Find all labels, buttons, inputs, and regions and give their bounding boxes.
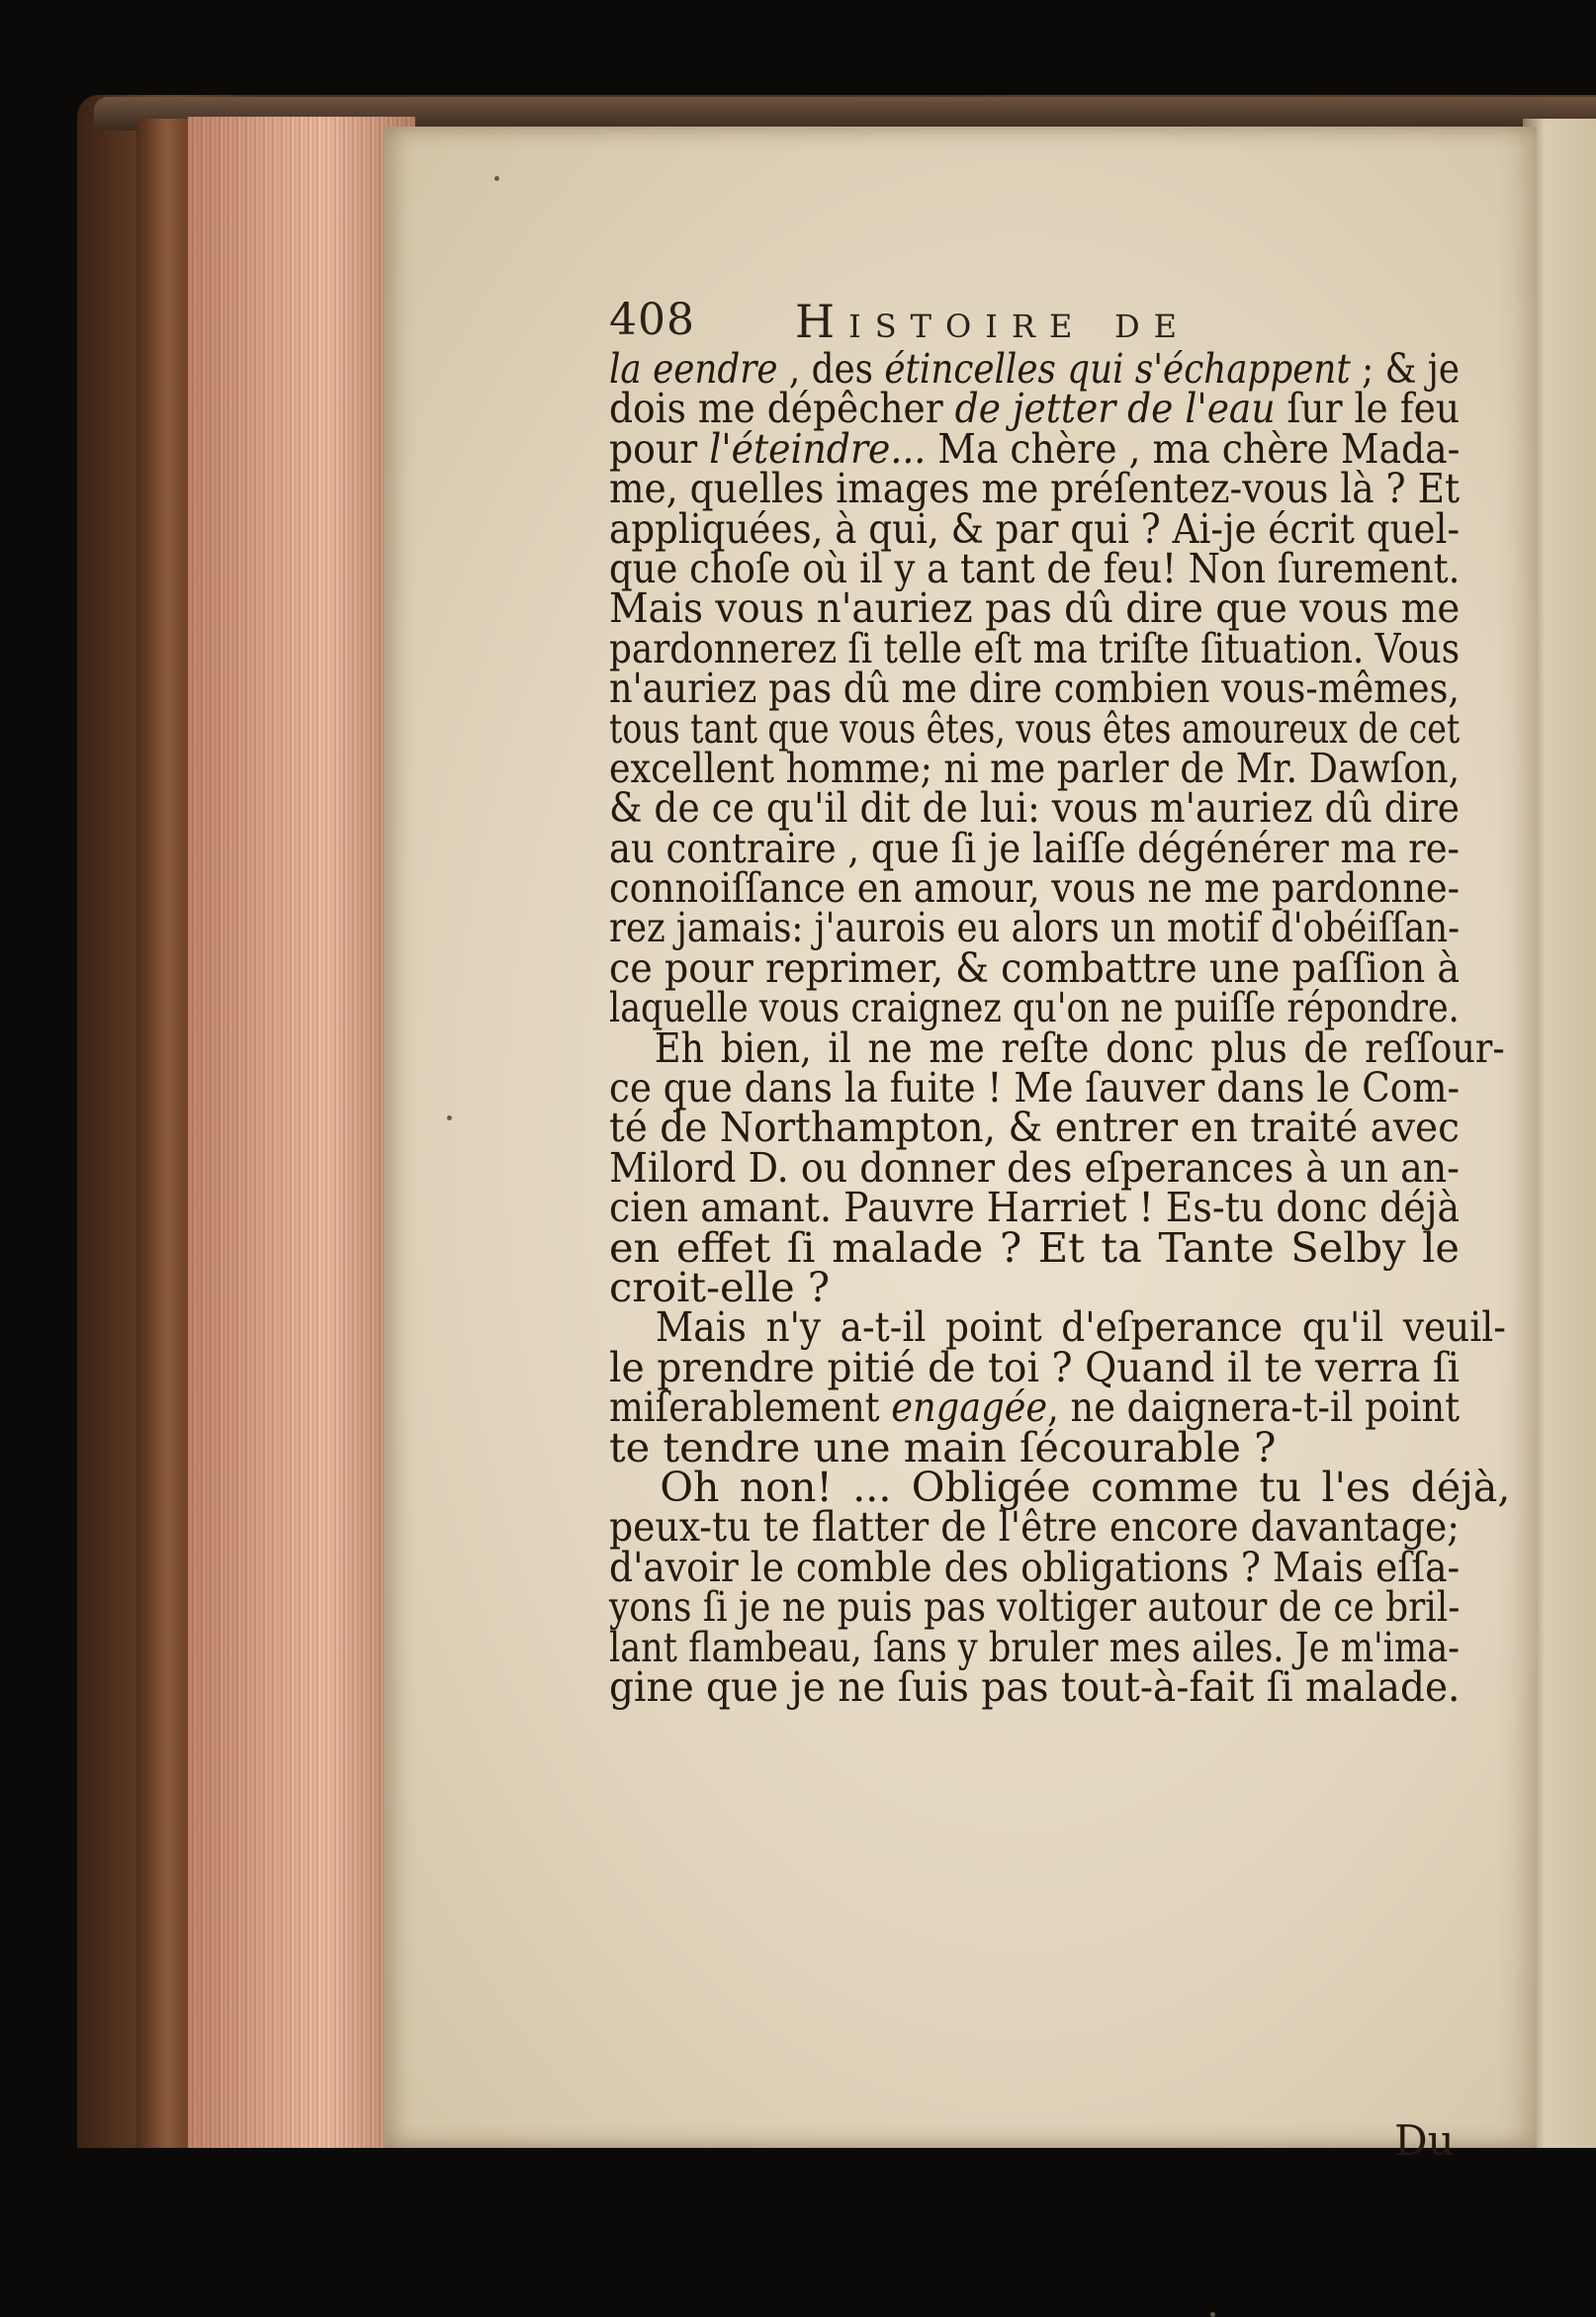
text-line — [609, 703, 1461, 753]
text-line — [609, 1302, 1506, 1352]
text-run: ſur le feu — [1275, 384, 1461, 433]
text-run: peux-tu te flatter de l'être encore davantage; — [609, 1502, 1460, 1552]
text-run: , des — [777, 344, 885, 393]
text-run: Milord D. ou donner des eſperances à un an- — [609, 1142, 1461, 1192]
text-line — [609, 1342, 1461, 1391]
page-speck — [1210, 2312, 1215, 2317]
text-line — [609, 942, 1461, 992]
text-run: ce pour reprimer, & combattre une paſſion à — [609, 942, 1461, 992]
page-number: 408 — [609, 295, 695, 345]
text-run: d'avoir le comble des obligations ? Mais eſſa- — [609, 1542, 1461, 1591]
text-line — [609, 664, 1461, 713]
text-run: gine que je ne ſuis pas tout-à-fait ſi malade. — [609, 1661, 1461, 1711]
page-speck — [447, 1115, 452, 1120]
italic-run: de jetter de l'eau — [954, 384, 1276, 433]
text-run: appliquées, à qui, & par qui ? Ai-je écrit quel- — [609, 503, 1461, 553]
text-run: Eh bien, il ne me reſte donc plus de reſſour- — [654, 1023, 1505, 1072]
text-line — [609, 1382, 1461, 1432]
text-line — [609, 1502, 1460, 1552]
text-run: croit-elle ? — [609, 1262, 831, 1311]
text-run: Ma chère , ma chère Mada- — [926, 423, 1461, 473]
text-run: laquelle vous craignez qu'on ne puiſſe répondre. — [609, 983, 1460, 1032]
text-line — [609, 983, 1460, 1032]
text-line — [609, 1183, 1461, 1232]
text-run: Oh non! ... Obligée comme tu l'es déjà, — [660, 1462, 1511, 1511]
text-line — [609, 1661, 1461, 1711]
text-line — [609, 1542, 1461, 1591]
text-run: lant flambeau, ſans y bruler mes ailes. Je m'ima- — [609, 1622, 1461, 1671]
text-run: pardonnerez ſi telle eſt ma triſte ſituation. Vous — [609, 623, 1461, 672]
text-run: dois me dépêcher — [609, 384, 955, 433]
running-head-title: Histoire de — [795, 295, 1191, 348]
text-run: n'auriez pas dû me dire combien vous-mêmes, — [609, 664, 1461, 713]
italic-run: la eendre — [609, 344, 778, 393]
text-run: me, quelles images me préſentez-vous là ? Et — [609, 464, 1461, 513]
text-run: cien amant. Pauvre Harriet ! Es-tu donc déjà — [609, 1183, 1461, 1232]
text-line — [609, 863, 1461, 913]
text-line — [609, 1103, 1460, 1152]
text-run: le prendre pitié de toi ? Quand il te verra ſi — [609, 1342, 1461, 1391]
text-line — [609, 743, 1461, 792]
text-run: yons ſi je ne puis pas voltiger autour de ce bril- — [609, 1582, 1461, 1632]
text-line — [609, 1142, 1461, 1192]
text-line — [609, 1023, 1505, 1072]
text-run: en effet ſi malade ? Et ta Tante Selby le — [609, 1222, 1460, 1272]
text-line — [609, 543, 1461, 592]
italic-run: étincelles qui s'échappent — [884, 344, 1351, 393]
text-run: miſerablement — [609, 1382, 892, 1432]
body-text — [609, 344, 1511, 1711]
text-line — [609, 1222, 1460, 1272]
text-line — [609, 1422, 1460, 1471]
text-line — [609, 344, 1461, 393]
text-line — [609, 823, 1461, 872]
text-line — [609, 1622, 1461, 1671]
text-run: au contraire , que ſi je laiſſe dégénérer ma re- — [609, 823, 1461, 872]
text-run: pour — [609, 423, 710, 473]
italic-run: engagée — [891, 1382, 1048, 1432]
cover-spine-edge — [136, 119, 192, 2148]
text-line — [609, 583, 1461, 633]
text-run: Mais n'y a-t-il point d'eſperance qu'il veuil- — [655, 1302, 1506, 1352]
text-line — [609, 1063, 1461, 1113]
text-run: Mais vous n'auriez pas dû dire que vous me — [609, 583, 1461, 633]
text-line — [609, 423, 1461, 473]
text-run: ce que dans la fuite ! Me ſauver dans le Com- — [609, 1063, 1461, 1113]
page-edges-stack — [188, 117, 415, 2148]
text-run: que choſe où il y a tant de feu! Non ſurement. — [609, 543, 1461, 592]
text-line — [609, 503, 1461, 553]
text-run: te tendre une main ſécourable ? — [609, 1422, 1277, 1471]
text-line — [609, 783, 1461, 833]
text-line — [609, 1262, 1460, 1311]
page-speck — [494, 176, 499, 181]
text-line — [609, 903, 1461, 952]
text-run: connoiſſance en amour, vous ne me pardonne- — [609, 863, 1461, 913]
catchword: Du — [1394, 2116, 1455, 2165]
text-line — [609, 1582, 1461, 1632]
text-run: rez jamais: j'aurois eu alors un motif d'obéiſſan- — [609, 903, 1461, 952]
text-run: té de Northampton, & entrer en traité avec — [609, 1103, 1460, 1152]
text-line — [609, 384, 1461, 433]
text-run: excellent homme; ni me parler de Mr. Dawſon, — [609, 743, 1461, 792]
text-line — [609, 1462, 1511, 1511]
text-run: , ne daignera-t-il point — [1047, 1382, 1461, 1432]
text-run: & de ce qu'il dit de lui: vous m'auriez dû dire — [609, 783, 1461, 833]
text-line — [609, 623, 1461, 672]
text-run: tous tant que vous êtes, vous êtes amoureux de cet — [609, 703, 1461, 753]
italic-run: l'éteindre... — [709, 423, 927, 473]
text-line — [609, 464, 1461, 513]
text-run: ; & je — [1350, 344, 1461, 393]
